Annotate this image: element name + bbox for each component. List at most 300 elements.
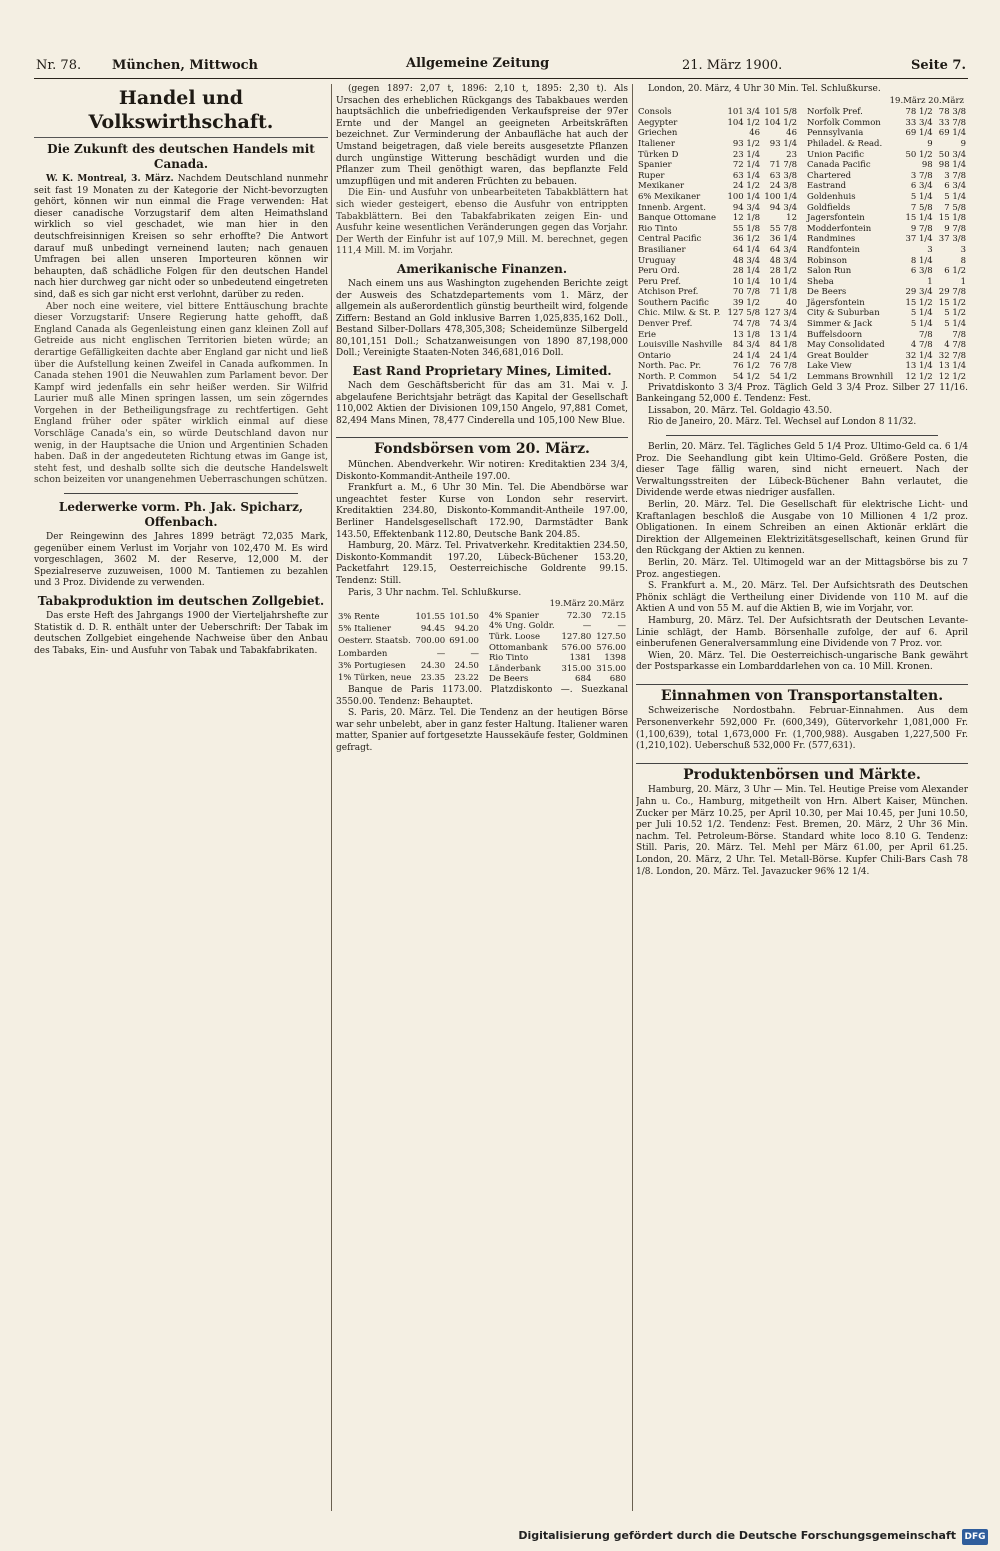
table-row <box>636 107 799 118</box>
price-cell: 1398 <box>604 653 626 664</box>
section-title: Einnahmen von Transportanstalten. <box>636 684 968 703</box>
table-row <box>805 308 968 319</box>
security-name: Chic. Milw. & St. P. <box>638 308 721 319</box>
price-cell: 127 3/4 <box>764 308 797 319</box>
security-name: Türk. Loose <box>488 631 541 642</box>
column-2 <box>336 84 628 1511</box>
price-cell: 12 1/8 <box>732 213 761 224</box>
table-row <box>636 256 799 267</box>
report-hamburg: Hamburg, 20. März. Tel. Privatverkehr. Kreditaktien 234.50, Diskonto-Kommandit 197.20, Lübeck-Büchener 153.20, Packetfahrt 129.15, Oesterreichische Goldrente 99.15. Tendenz: Still. <box>336 541 628 586</box>
table-row <box>636 139 799 150</box>
price-cell: 12 1/2 <box>938 372 966 383</box>
price-cell: 70 7/8 <box>732 287 761 298</box>
security-name: Lake View <box>807 361 852 372</box>
price-cell: 64 3/4 <box>769 244 797 255</box>
security-name: Rio Tinto <box>638 223 678 234</box>
security-name: 4% Ung. Goldr. <box>488 621 555 632</box>
article-title: Lederwerke vorm. Ph. Jak. Spicharz, Offenbach. <box>58 500 304 530</box>
price-cell: 84 1/8 <box>769 340 797 351</box>
security-name: Erie <box>638 329 657 340</box>
table-row <box>336 635 481 647</box>
price-cell: 29 7/8 <box>938 287 966 298</box>
table-row <box>487 643 628 654</box>
section-title: Handel und Volkswirthschaft. <box>34 86 328 138</box>
price-cell: 24 1/4 <box>769 350 797 361</box>
price-cell: 684 <box>575 674 592 685</box>
price-cell: 15 1/2 <box>905 297 933 308</box>
table-dates: 19.März 20.März <box>549 599 624 610</box>
price-cell: 10 1/4 <box>732 276 761 287</box>
london-tables <box>636 107 968 382</box>
security-name: 4% Spanier <box>488 610 539 621</box>
security-name: Banque Ottomane <box>638 213 716 224</box>
price-cell: 94 3/4 <box>769 202 797 213</box>
issue-number: Nr. 78. <box>36 58 82 73</box>
security-name: Eastrand <box>807 181 847 192</box>
article-text: Nach einem uns aus Washington zugehenden Berichte zeigt der Ausweis des Schatzdepartements vom 1. März, der allgemein als außerordentlich günstig beurtheilt wird, folgende Ziffern: Bestand an Gold inklusive Barren 1,025,835,162 Doll., Bestand Silber-Dollars 478,305,308; Scheidemünze Silbergeld 80,101,151 Doll.; Schatzanweisungen von 1890 87,198,000 Doll.; Vereinigte Staaten-Noten 346,681,016 Doll. <box>336 278 628 359</box>
price-cell: 54 1/2 <box>732 372 761 383</box>
article-title: Amerikanische Finanzen. <box>396 261 568 276</box>
price-cell: 33 3/4 <box>905 117 933 128</box>
table-row <box>636 372 799 383</box>
price-cell: 10 1/4 <box>769 276 797 287</box>
security-name: Rio Tinto <box>488 653 529 664</box>
report-paris-tail: Banque de Paris 1173.00. Platzdiskonto —. Suezkanal 3550.00. Tendenz: Behauptet. <box>336 684 628 707</box>
price-cell: 127.80 <box>561 631 592 642</box>
security-name: Uruguay <box>638 255 676 266</box>
report-frankfurt: Frankfurt a. M., 6 Uhr 30 Min. Tel. Die Abendbörse war ungeachtet fester Kurse von London sehr reservirt. Kreditaktien 234.80, Diskonto-Kommandit-Antheile 197.00, Berliner Handelsgesellschaft 172.90, Darmstädter Bank 143.50, Effektenbank 112.80, Deutsche Bank 204.85. <box>336 483 628 540</box>
security-name: Jagersfontein <box>807 213 865 224</box>
article-body <box>34 174 328 302</box>
report-lissabon: Lissabon, 20. März. Tel. Goldagio 43.50. <box>648 405 833 416</box>
price-cell: 7/8 <box>952 329 966 340</box>
price-cell: 23 1/4 <box>732 149 761 160</box>
price-cell: 8 1/4 <box>910 255 933 266</box>
price-cell: 93 1/4 <box>769 138 797 149</box>
security-name: Great Boulder <box>807 350 869 361</box>
security-name: Norfolk Pref. <box>807 107 863 118</box>
security-name: Sheba <box>807 276 834 287</box>
table-row <box>805 160 968 171</box>
table-row <box>805 118 968 129</box>
price-cell: 5 1/4 <box>944 319 966 330</box>
security-name: Länderbank <box>488 663 541 674</box>
table-row <box>805 171 968 182</box>
table-row <box>636 213 799 224</box>
boerse-title: Fondsbörsen vom 20. März. <box>336 437 628 456</box>
price-cell: 8 <box>960 255 966 266</box>
price-cell: 9 <box>960 138 966 149</box>
security-name: North. Pac. Pr. <box>638 361 702 372</box>
security-name: Consols <box>638 107 672 118</box>
table-row <box>636 160 799 171</box>
price-cell: 700.00 <box>415 636 446 647</box>
price-cell: 74 7/8 <box>732 319 761 330</box>
price-cell: 46 <box>786 128 797 139</box>
price-cell: — <box>617 621 626 632</box>
table-row <box>805 298 968 309</box>
table-row <box>487 621 628 632</box>
footer <box>0 1521 1000 1551</box>
security-name: De Beers <box>488 674 529 685</box>
price-cell: 76 1/2 <box>732 361 761 372</box>
price-cell: 71 7/8 <box>769 160 797 171</box>
price-cell: 3 7/8 <box>944 170 966 181</box>
security-name: De Beers <box>807 287 847 298</box>
table-row <box>487 653 628 664</box>
report-london-tail: Privatdiskonto 3 3/4 Proz. Täglich Geld 3 3/4 Proz. Silber 27 11/16. Bankeingang 52,000 £. Tendenz: Fest. <box>636 382 968 405</box>
divider <box>64 493 298 494</box>
newspaper-title: Allgemeine Zeitung <box>406 56 550 71</box>
price-cell: 13 1/4 <box>905 361 933 372</box>
price-cell: 36 1/4 <box>769 234 797 245</box>
price-cell: 55 7/8 <box>769 223 797 234</box>
price-cell: 94 3/4 <box>732 202 761 213</box>
price-cell: 5 1/2 <box>944 308 966 319</box>
security-name: Philadel. & Read. <box>807 138 883 149</box>
price-cell: 127 5/8 <box>727 308 761 319</box>
security-name: 1% Türken, neue <box>338 673 412 684</box>
price-cell: 24.50 <box>454 661 479 672</box>
price-cell: 84 3/4 <box>732 340 761 351</box>
price-cell: 101.55 <box>415 611 446 622</box>
table-row <box>336 648 481 660</box>
security-name: Canada Pacific <box>807 160 871 171</box>
price-cell: 4 7/8 <box>944 340 966 351</box>
price-cell: 691.00 <box>449 636 479 647</box>
table-row <box>805 372 968 383</box>
security-name: Atchison Pref. <box>638 287 699 298</box>
price-cell: 576.00 <box>561 642 592 653</box>
price-cell: 3 <box>960 244 966 255</box>
price-cell: 13 1/8 <box>732 329 761 340</box>
article-text: Nachdem Deutschland nunmehr seit fast 19 Monaten zu der Kategorie der Nicht-bevorzugten gehört, können wir nun einmal die Frage verwenden: Hat dieser canadische Vorzugstarif dem alten Heimathsland wirklich so viel geschadet, wie man hier in den deutschfreisinnigen Kreisen so sehr erhoffte? Die Antwort darauf muß unbedingt verneinend lauten; nach genauen Umfragen bei allen unseren Importeuren können wir behaupten, daß schädliche Folgen für den deutschen Handel nach hier durchweg gar nicht oder so unbedeutend eingetreten sind, daß es sich gar nicht erst verlohnt, darüber zu reden. <box>34 174 328 300</box>
table-row <box>487 632 628 643</box>
price-cell: 101 3/4 <box>727 107 761 118</box>
price-cell: 48 3/4 <box>769 255 797 266</box>
stock-table <box>636 107 799 382</box>
price-cell: — <box>470 648 479 659</box>
table-row <box>636 277 799 288</box>
table-row <box>805 277 968 288</box>
price-cell: 72.30 <box>566 610 592 621</box>
report-einnahmen: Schweizerische Nordostbahn. Februar-Einnahmen. Aus dem Personenverkehr 592,000 Fr. (600,349), Gütervorkehr 1,081,000 Fr. (1,100,639), total 1,673,000 Fr. (1,700,988). Ausgaben 1,227,500 Fr. (1,210,102). Ueberschuß 532,000 Fr. (577,631). <box>636 706 968 752</box>
security-name: Brasilianer <box>638 244 686 255</box>
table-row <box>805 256 968 267</box>
masthead <box>34 56 968 79</box>
article-continuation: Aber noch eine weitere, viel bittere Enttäuschung brachte dieser Vorzugstarif: Unsere Regierung hatte gehofft, daß England Canada als Gegenleistung einen ganz kleinen Zoll auf Getreide aus nicht englischen Territorien bieten würde; an derartige Gefälligkeiten dachte aber England gar nicht und ließ über die Aufstellung keinen Zweifel in Canada aufkommen. In Canada stehen 1901 die Neuwahlen zum Parlament bevor. Der Kampf wird jedenfalls ein sehr heißer werden. Sir Wilfrid Laurier muß alle Minen springen lassen, um sein zögerndes Vorgehen in der Betheiligungsfrage zu rechtfertigen. Geht England früher oder später wirklich einmal auf diese Vorschläge Canada's ein, so würde Deutschland davon nur wenig, in der Hauptsache die Union und Argentinien Schaden haben. Daß in der angedeuteten Richtung etwas im Gange ist, steht fest, und deshalb sollte sich die deutsche Handelswelt schon beizeiten vor unangenehmen Ueberraschungen schützen. <box>34 301 328 486</box>
price-cell: 50 3/4 <box>938 149 966 160</box>
security-name: Oesterr. Staatsb. <box>338 636 411 647</box>
security-name: 6% Mexikaner <box>638 191 701 202</box>
price-cell: 50 1/2 <box>905 149 933 160</box>
footer-credit: Digitalisierung gefördert durch die Deutsche Forschungsgemeinschaft <box>518 1529 956 1542</box>
article-text: Das erste Heft des Jahrgangs 1900 der Vierteljahrshefte zur Statistik d. D. R. enthält unter der Ueberschrift: Der Tabak im deutschen Zollgebiet eingehende Nachweise über den Anbau des Tabaks, Ein- und Ausfuhr von Tabak und Tabakfabrikaten. <box>34 611 328 656</box>
security-name: Chartered <box>807 170 852 181</box>
table-row <box>636 181 799 192</box>
price-cell: 127.50 <box>596 631 626 642</box>
security-name: Peru Pref. <box>638 276 681 287</box>
price-cell: 104 1/2 <box>764 117 797 128</box>
table-row <box>805 150 968 161</box>
price-cell: 63 3/8 <box>769 170 797 181</box>
price-cell: 1381 <box>569 653 592 664</box>
table-row <box>805 340 968 351</box>
table-row <box>636 245 799 256</box>
price-cell: 9 <box>927 138 933 149</box>
report-paris: S. Paris, 20. März. Tel. Die Tendenz an der heutigen Börse war sehr unbelebt, aber in ganz fester Haltung. Italiener waren matter, Spanier auf fortgesetzte Haussekäufe fester, Goldminen gefragt. <box>336 708 628 753</box>
price-cell: — <box>436 648 446 659</box>
price-cell: 1 <box>960 276 966 287</box>
security-name: Union Pacific <box>807 149 864 160</box>
price-cell: 7 5/8 <box>944 202 966 213</box>
security-name: Jägersfontein <box>807 297 865 308</box>
price-cell: 6 3/4 <box>910 181 933 192</box>
table-row <box>636 171 799 182</box>
price-cell: 23.35 <box>420 673 446 684</box>
security-name: Innenb. Argent. <box>638 202 706 213</box>
table-row <box>636 266 799 277</box>
security-name: City & Suburban <box>807 308 880 319</box>
price-cell: 5 1/4 <box>910 319 933 330</box>
security-name: Buffelsdoorn <box>807 329 863 340</box>
table-row <box>805 361 968 372</box>
security-name: 3% Rente <box>338 611 380 622</box>
table-row <box>636 351 799 362</box>
stock-table <box>336 611 481 685</box>
column-1 <box>34 84 328 1511</box>
security-name: Salon Run <box>807 266 852 277</box>
security-name: Pennsylvania <box>807 128 864 139</box>
price-cell: 12 1/2 <box>905 372 933 383</box>
price-cell: 6 3/4 <box>944 181 966 192</box>
price-cell: 6 3/8 <box>910 266 933 277</box>
price-cell: 63 1/4 <box>732 170 761 181</box>
table-row <box>636 234 799 245</box>
table-row <box>636 361 799 372</box>
table-row <box>636 340 799 351</box>
price-cell: 13 1/4 <box>769 329 797 340</box>
table-row <box>805 139 968 150</box>
table-row <box>805 181 968 192</box>
price-cell: 104 1/2 <box>727 117 761 128</box>
price-cell: 39 1/2 <box>732 297 761 308</box>
security-name: Griechen <box>638 128 678 139</box>
paris-tables <box>336 611 628 685</box>
table-row <box>487 674 628 685</box>
price-cell: 100 1/4 <box>764 191 797 202</box>
place-day: München, Mittwoch <box>112 58 259 73</box>
price-cell: 9 7/8 <box>910 223 933 234</box>
security-name: Italiener <box>638 138 675 149</box>
price-cell: 576.00 <box>596 642 626 653</box>
price-cell: 98 1/4 <box>938 160 966 171</box>
report-hamburg: Hamburg, 20. März. Tel. Der Aufsichtsrath der Deutschen Levante-Linie schlägt, der Hamb. Börsenhalle zufolge, der auf 6. April einberufenen Generalversammlung eine Dividende von 7 Proz. vor. <box>636 615 968 650</box>
price-cell: 72.15 <box>601 610 626 621</box>
price-cell: 69 1/4 <box>905 128 933 139</box>
security-name: Simmer & Jack <box>807 319 873 330</box>
table-row <box>636 308 799 319</box>
price-cell: 23.22 <box>454 673 479 684</box>
price-cell: 55 1/8 <box>732 223 761 234</box>
security-name: Southern Pacific <box>638 297 709 308</box>
price-cell: 37 1/4 <box>905 234 933 245</box>
price-cell: 78 1/2 <box>905 107 933 118</box>
report-rio: Rio de Janeiro, 20. März. Tel. Wechsel auf London 8 11/32. <box>648 417 917 428</box>
table-row <box>336 623 481 635</box>
price-cell: 5 1/4 <box>910 308 933 319</box>
security-name: Lemmans Brownhill <box>807 372 894 383</box>
page-number: Seite 7. <box>911 58 966 73</box>
table-row <box>805 319 968 330</box>
price-cell: 100 1/4 <box>727 191 761 202</box>
price-cell: 33 7/8 <box>938 117 966 128</box>
price-cell: 15 1/2 <box>938 297 966 308</box>
report-london-head: London, 20. März, 4 Uhr 30 Min. Tel. Schlußkurse. <box>648 84 881 94</box>
price-cell: 1 <box>927 276 933 287</box>
price-cell: 24 1/2 <box>732 181 761 192</box>
price-cell: 7/8 <box>918 329 933 340</box>
table-row <box>636 118 799 129</box>
report-berlin: Berlin, 20. März. Tel. Ultimogeld war an der Mittagsbörse bis zu 7 Proz. angestiegen. <box>636 557 968 580</box>
table-row <box>636 287 799 298</box>
report-produkten: Hamburg, 20. März, 3 Uhr — Min. Tel. Heutige Preise vom Alexander Jahn u. Co., Hamburg, mitgetheilt von Hrn. Albert Kaiser, München. Zucker per März 10.25, per April 10.30, per Mai 10.45, per Juni 10.50, per Juli 10.52 1/2. Tendenz: Fest. Bremen, 20. März, 2 Uhr 36 Min. nachm. Tel. Petroleum-Börse. Standard white loco 8.10 G. Tendenz: Still. Paris, 20. März. Tel. Mehl per März 61.00, per April 61.25. London, 20. März, 2 Uhr. Tel. Metall-Börse. Kupfer Chili-Bars Cash 78 1/8. London, 20. März. Tel. Javazucker 96% 12 1/4. <box>636 785 968 877</box>
price-cell: 7 5/8 <box>910 202 933 213</box>
price-cell: 15 1/8 <box>938 213 966 224</box>
security-name: Randmines <box>807 234 856 245</box>
stock-table <box>805 107 968 382</box>
column-rule <box>331 84 332 1511</box>
table-dates: 19.März 20.März <box>889 95 964 106</box>
security-name: Modderfontein <box>807 223 872 234</box>
price-cell: 76 7/8 <box>769 361 797 372</box>
price-cell: 24 3/8 <box>769 181 797 192</box>
price-cell: 6 1/2 <box>944 266 966 277</box>
price-cell: 315.00 <box>596 663 626 674</box>
article-text: Der Reingewinn des Jahres 1899 beträgt 72,035 Mark, gegenüber einem Verlust im Vorjahr von 102,470 M. Es wird vorgeschlagen, 3602 M. der Reserve, 12,000 M. der Spezialreserve zuzuweisen, 1000 M. Tantiemen zu bezahlen und 3 Proz. Dividende zu verwenden. <box>34 532 328 589</box>
report-paris-head: Paris, 3 Uhr nachm. Tel. Schlußkurse. <box>348 587 522 598</box>
table-row <box>805 224 968 235</box>
price-cell: 28 1/4 <box>732 266 761 277</box>
price-cell: 48 3/4 <box>732 255 761 266</box>
dfg-logo-icon: DFG <box>962 1529 988 1545</box>
table-row <box>805 128 968 139</box>
security-name: Randfontein <box>807 244 860 255</box>
price-cell: 5 1/4 <box>944 191 966 202</box>
article-text: Nach dem Geschäftsbericht für das am 31. Mai v. J. abgelaufene Berichtsjahr beträgt das Kapital der Gesellschaft 110,002 Aktien der Divisionen 109,150 Angelo, 97,881 Comet, 82,494 Mans Minen, 78,477 Cinderella und 105,100 New Blue. <box>336 381 628 426</box>
stock-table <box>487 611 628 685</box>
section-title: Produktenbörsen und Märkte. <box>636 763 968 782</box>
price-cell: 3 7/8 <box>910 170 933 181</box>
price-cell: 15 1/4 <box>905 213 933 224</box>
price-cell: — <box>582 621 592 632</box>
table-row <box>805 192 968 203</box>
price-cell: 40 <box>786 297 797 308</box>
security-name: Lombarden <box>338 648 388 659</box>
price-cell: 74 3/4 <box>769 319 797 330</box>
security-name: Türken D <box>638 149 679 160</box>
price-cell: 101.50 <box>449 611 479 622</box>
table-row <box>805 266 968 277</box>
price-cell: 72 1/4 <box>732 160 761 171</box>
security-name: Ottomanbank <box>488 642 548 653</box>
security-name: May Consolidated <box>807 340 885 351</box>
security-name: 3% Portugiesen <box>338 661 406 672</box>
report-frankfurt: S. Frankfurt a. M., 20. März. Tel. Der Aufsichtsrath des Deutschen Phönix schlägt die Vertheilung einer Dividende von 110 M. auf die Aktien A und von 55 M. auf die Aktien B, wie im Vorjahr, vor. <box>636 581 968 615</box>
table-row <box>636 203 799 214</box>
price-cell: 3 <box>927 244 933 255</box>
table-row <box>487 664 628 675</box>
price-cell: 32 7/8 <box>938 350 966 361</box>
price-cell: 94.20 <box>454 623 479 634</box>
table-row <box>487 611 628 622</box>
column-rule <box>632 84 633 1511</box>
table-row <box>636 224 799 235</box>
security-name: Mexikaner <box>638 181 685 192</box>
price-cell: 29 3/4 <box>905 287 933 298</box>
price-cell: 4 7/8 <box>910 340 933 351</box>
security-name: 5% Italiener <box>338 623 392 634</box>
table-row <box>636 330 799 341</box>
price-cell: 32 1/4 <box>905 350 933 361</box>
report-berlin: Berlin, 20. März. Tel. Die Gesellschaft für elektrische Licht- und Kraftanlagen beschloß die Ausgabe von 10 Millionen 4 1/2 proz. Obligationen. In einem Schreiben an einen Aktionär erklärt die Direktion der Allgemeinen Elektrizitätsgesellschaft, keinen Grund für den Rückgang der Aktien zu kennen. <box>636 499 968 557</box>
price-cell: 23 <box>786 149 797 160</box>
price-cell: 78 3/8 <box>938 107 966 118</box>
price-cell: 69 1/4 <box>938 128 966 139</box>
article-text: (gegen 1897: 2,07 t, 1896: 2,10 t, 1895: 2,30 t). Als Ursachen des erheblichen Rückgangs des Tabakbaues werden hauptsächlich die unbefriedigenden Verkaufspreise der 97er Ernte und der Mangel an geeigneten Arbeitskräften bezeichnet. Zur Verminderung der Anbaufläche hat auch der Umstand beigetragen, daß viele bereits ausgesetzte Pflanzen durch ungünstige Witterung beschädigt wurden und die Pflanzer zum Theil genöthigt waren, das bepflanzte Feld umzupflügen und mit anderen Früchten zu bebauen. <box>336 84 628 187</box>
report-berlin: Berlin, 20. März. Tel. Tägliches Geld 5 1/4 Proz. Ultimo-Geld ca. 6 1/4 Proz. Die Seehandlung gibt kein Ultimo-Geld. Größere Posten, die dieser Tage fällig waren, sind nicht erneuert. Nach der Verwaltungsstreiten der Lübeck-Büchener Bahn verlautet, die Dividende werde etwas niedriger ausfallen. <box>636 442 968 499</box>
security-name: Robinson <box>807 255 848 266</box>
price-cell: 101 5/8 <box>764 107 797 118</box>
price-cell: 12 <box>786 213 797 224</box>
report-muenchen: München. Abendverkehr. Wir notiren: Kreditaktien 234 3/4, Diskonto-Kommandit-Antheile 197.00. <box>336 460 628 482</box>
table-row <box>636 192 799 203</box>
security-name: Denver Pref. <box>638 319 693 330</box>
table-row <box>805 234 968 245</box>
security-name: Norfolk Common <box>807 117 881 128</box>
article-dateline: W. K. Montreal, 3. März. <box>46 174 174 184</box>
table-row <box>805 107 968 118</box>
price-cell: 46 <box>749 128 761 139</box>
security-name: Peru Ord. <box>638 266 680 277</box>
table-row <box>636 298 799 309</box>
table-row <box>636 128 799 139</box>
price-cell: 98 <box>921 160 933 171</box>
table-row <box>805 330 968 341</box>
article-continuation: Die Ein- und Ausfuhr von unbearbeiteten Tabakblättern hat sich wieder gesteigert, ebenso die Ausfuhr von entrippten Tabakblättern. Bei den Tabakfabrikaten zeigen Ein- und Ausfuhr keine wesentlichen Veränderungen gegen das Vorjahr. Der Werth der Einfuhr ist auf 107,9 Mill. M. berechnet, gegen 111,4 Mill. M. im Vorjahr. <box>336 188 628 257</box>
report-wien: Wien, 20. März. Tel. Die Oesterreichisch-ungarische Bank gewährt der Postsparkasse ein Lombarddarlehen von ca. 10 Mill. Kronen. <box>636 650 968 673</box>
price-cell: 71 1/8 <box>769 287 797 298</box>
price-cell: 24 1/4 <box>732 350 761 361</box>
price-cell: 54 1/2 <box>769 372 797 383</box>
security-name: Goldfields <box>807 202 851 213</box>
price-cell: 37 3/8 <box>938 234 966 245</box>
security-name: Spanier <box>638 160 672 171</box>
table-row <box>805 245 968 256</box>
article-title: Tabakproduktion im deutschen Zollgebiet. <box>37 594 325 608</box>
price-cell: 315.00 <box>561 663 592 674</box>
table-row <box>805 203 968 214</box>
price-cell: 9 7/8 <box>944 223 966 234</box>
security-name: North. P. Common <box>638 372 717 383</box>
article-title: East Rand Proprietary Mines, Limited. <box>352 364 612 379</box>
divider <box>666 435 938 436</box>
price-cell: 94.45 <box>420 623 446 634</box>
table-row <box>336 673 481 685</box>
price-cell: 28 1/2 <box>769 266 797 277</box>
security-name: Louisville Nashville <box>638 340 723 351</box>
table-row <box>805 287 968 298</box>
